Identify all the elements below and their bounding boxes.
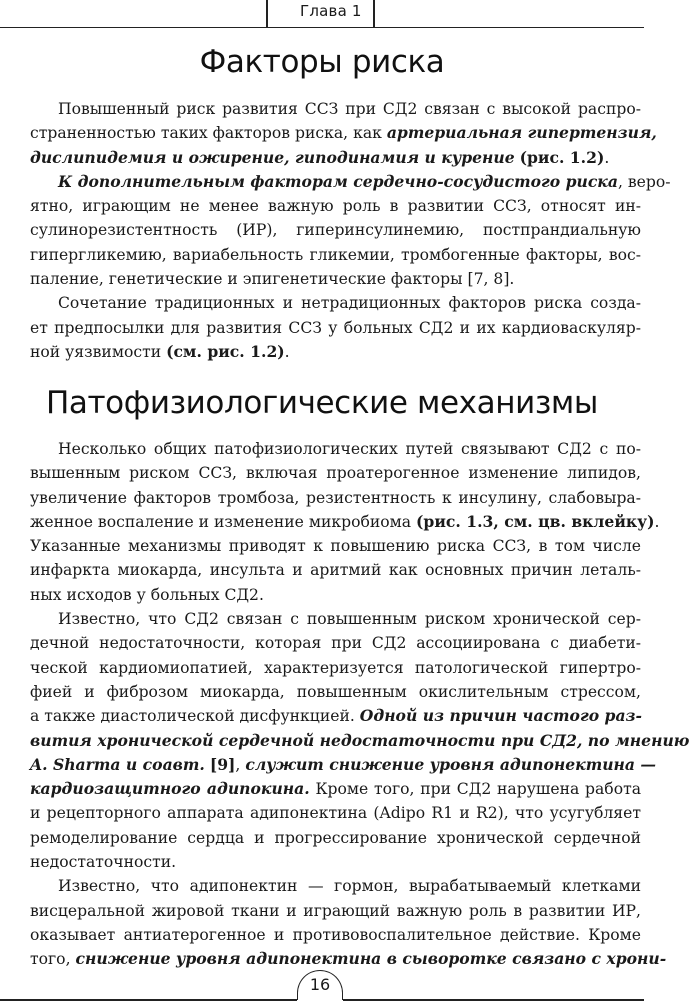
- text-run: ной уязвимости: [30, 342, 167, 361]
- text-run: и рецепторного аппарата адипонектина (Adipo R1 и R2), что усугубляет: [30, 804, 641, 823]
- text-line: [30, 704, 641, 728]
- emphasis-text: A. Sharma и соавт.: [30, 754, 205, 774]
- emphasis-text: снижение уровня адипонектина в сыворотке связано с хрони-: [75, 949, 667, 969]
- footer-rule-right: [343, 999, 644, 1001]
- chapter-label: Глава 1: [300, 2, 362, 20]
- emphasis-text: артериальная гипертензия,: [386, 123, 657, 143]
- text-line: [30, 146, 641, 170]
- text-line: [30, 170, 671, 194]
- text-line: [30, 899, 641, 923]
- text-run: ческой кардиомиопатией, характеризуется патологической гипертро-: [30, 658, 641, 677]
- text-run: ных исходов у больных СД2.: [30, 585, 264, 604]
- text-line: [30, 194, 641, 218]
- figure-reference: (рис. 1.2): [519, 147, 605, 167]
- text-run: дечной недостаточности, которая при СД2 ассоциирована с диабети-: [30, 634, 641, 653]
- text-line: [30, 437, 641, 461]
- page-number: 16: [297, 970, 343, 1000]
- text-line: [30, 121, 657, 145]
- text-line: [30, 947, 667, 971]
- figure-reference: [9]: [209, 754, 236, 774]
- text-line: [30, 777, 641, 801]
- risk-factors-text: [30, 97, 671, 364]
- text-run: увеличение факторов тромбоза, резистентность к инсулину, слабовыра-: [30, 488, 641, 507]
- text-line: [30, 826, 641, 850]
- text-run: ет предпосылки для развития ССЗ у больных СД2 и их кардиоваскуляр-: [30, 318, 641, 337]
- text-run: паление, генетические и эпигенетические факторы [7, 8].: [30, 270, 515, 289]
- text-run: а также диастолической дисфункцией.: [30, 707, 360, 726]
- text-run: ремоделирование сердца и прогрессирование хронической сердечной: [30, 828, 641, 847]
- text-line: [30, 850, 641, 874]
- text-line: [30, 291, 641, 315]
- text-run: недостаточности.: [30, 853, 177, 872]
- emphasis-text: служит снижение уровня адипонектина —: [245, 754, 657, 774]
- text-line: [30, 656, 641, 680]
- text-line: [30, 97, 641, 121]
- text-line: [30, 753, 657, 777]
- section-title-risk-factors: Факторы риска: [199, 44, 445, 80]
- text-run: сулинорезистентность (ИР), гиперинсулинемию, постпрандиальную: [30, 221, 641, 240]
- emphasis-text: К дополнительным факторам сердечно-сосудистого риска: [58, 171, 618, 191]
- section-title-pathophysiology: Патофизиологические механизмы: [46, 385, 598, 421]
- header-left-tick: [266, 0, 268, 28]
- text-line: [30, 729, 689, 753]
- text-line: [30, 461, 641, 485]
- text-run: оказывает антиатерогенное и противовоспалительное действие. Кроме: [30, 925, 641, 944]
- text-run: гипергликемию, вариабельность гликемии, тромбогенные факторы, вос-: [30, 245, 641, 264]
- text-run: фией и фиброзом миокарда, повышенным окислительным стрессом,: [30, 682, 641, 701]
- text-line: [30, 558, 641, 582]
- text-run: , веро-: [617, 172, 671, 191]
- footer-rule-left: [0, 999, 297, 1001]
- text-line: [30, 340, 641, 364]
- text-run: ятно, играющим не менее важную роль в развитии ССЗ, относят ин-: [30, 197, 641, 216]
- text-run: Повышенный риск развития ССЗ при СД2 связан с высокой распро-: [58, 100, 641, 118]
- text-run: Несколько общих патофизиологических путей связывают СД2 с по-: [58, 440, 641, 458]
- emphasis-text: вития хронической сердечной недостаточности при СД2, по мнению: [30, 730, 689, 750]
- text-run: страненностью таких факторов риска, как: [30, 124, 387, 143]
- text-run: инфаркта миокарда, инсульта и аритмий как основных причин леталь-: [30, 561, 641, 580]
- text-run: ,: [235, 755, 246, 774]
- figure-reference: (см. рис. 1.2): [166, 341, 285, 361]
- text-line: [30, 680, 641, 704]
- text-run: вышенным риском ССЗ, включая проатерогенное изменение липидов,: [30, 464, 641, 483]
- emphasis-text: кардиозащитного адипокина.: [30, 779, 310, 799]
- text-line: [30, 801, 641, 825]
- text-run: Известно, что адипонектин — гормон, вырабатываемый клетками: [58, 877, 641, 896]
- text-line: [30, 874, 641, 898]
- text-line: [30, 316, 641, 340]
- text-line: [30, 243, 641, 267]
- text-line: [30, 218, 641, 242]
- text-line: [30, 631, 641, 655]
- text-line: [30, 583, 641, 607]
- pathophysiology-text: [30, 437, 689, 972]
- text-run: Известно, что СД2 связан с повышенным риском хронической сер-: [58, 610, 641, 629]
- text-line: [30, 923, 641, 947]
- figure-reference: (рис. 1.3, см. цв. вклейку): [416, 511, 655, 531]
- text-run: висцеральной жировой ткани и играющий важную роль в развитии ИР,: [30, 901, 641, 920]
- running-head: [0, 0, 644, 28]
- text-line: [30, 486, 641, 510]
- text-line: [30, 534, 641, 558]
- emphasis-text: Одной из причин частого раз-: [359, 706, 642, 726]
- text-run: того,: [30, 950, 76, 969]
- text-run: .: [654, 512, 660, 531]
- text-run: Сочетание традиционных и нетрадиционных факторов риска созда-: [58, 294, 641, 313]
- text-line: [30, 607, 641, 631]
- header-right-tick: [373, 0, 375, 28]
- text-run: Указанные механизмы приводят к повышению риска ССЗ, в том числе: [30, 537, 641, 556]
- text-run: .: [604, 148, 610, 167]
- text-run: .: [284, 342, 290, 361]
- text-run: Кроме того, при СД2 нарушена работа: [309, 780, 642, 799]
- text-line: [30, 267, 641, 291]
- text-run: женное воспаление и изменение микробиома: [30, 512, 417, 531]
- text-line: [30, 510, 660, 534]
- emphasis-text: дислипидемия и ожирение, гиподинамия и курение: [30, 147, 515, 167]
